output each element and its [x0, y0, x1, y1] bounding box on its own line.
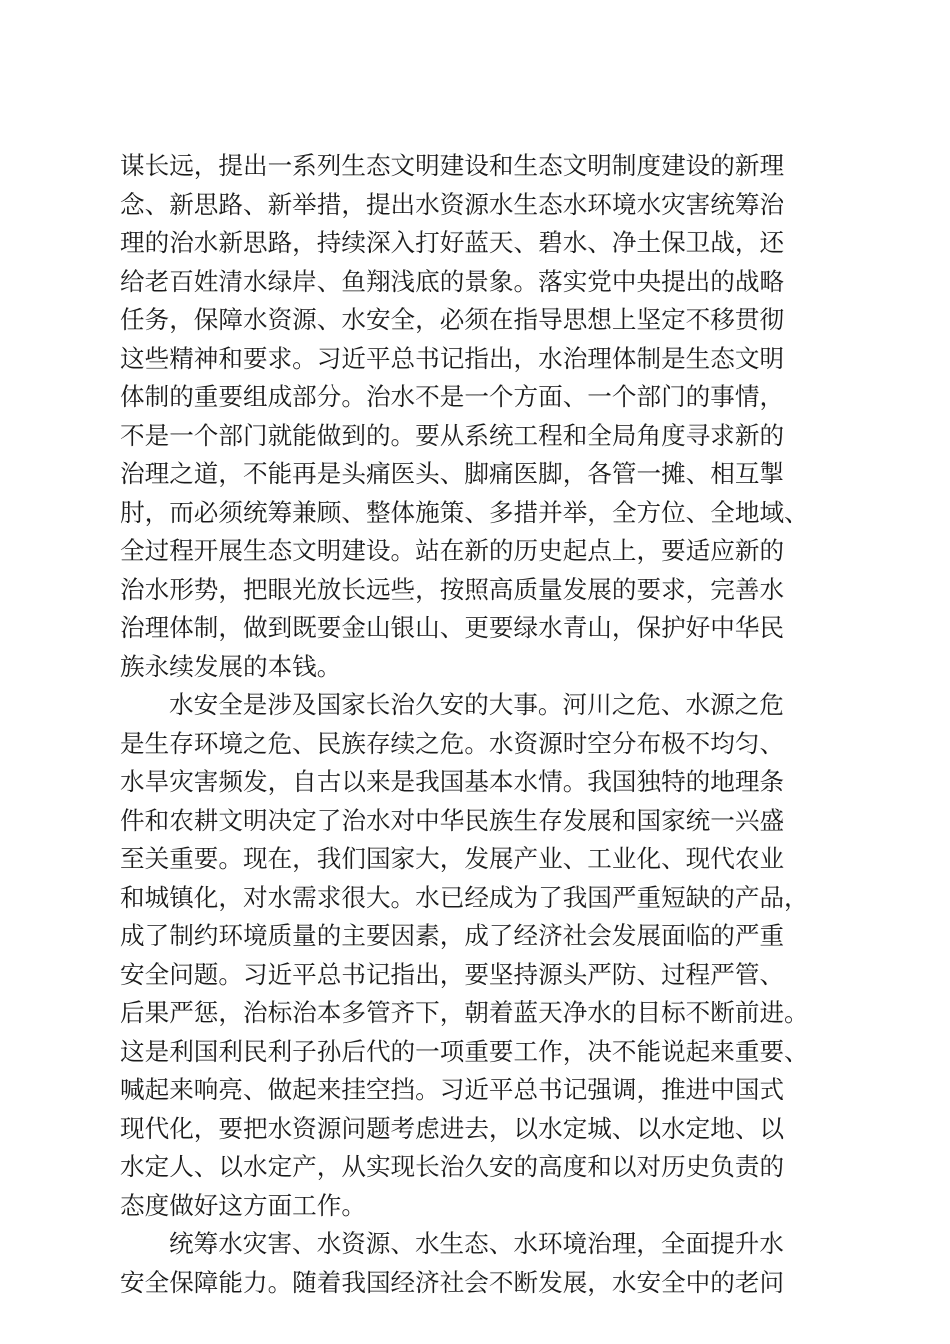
document-body — [120, 147, 830, 1302]
text-line: 治理之道，不能再是头痛医头、脚痛医脚，各管一摊、相互掣 — [120, 459, 785, 488]
text-line: 喊起来响亮、做起来挂空挡。习近平总书记强调，推进中国式 — [120, 1075, 785, 1104]
text-line: 态度做好这方面工作。 — [120, 1190, 366, 1220]
text-line: 不是一个部门就能做到的。要从系统工程和全局角度寻求新的 — [120, 420, 785, 450]
text-line: 给老百姓清水绿岸、鱼翔浅底的景象。落实党中央提出的战略 — [120, 266, 785, 296]
paragraph-start-line: 统筹水灾害、水资源、水生态、水环境治理，全面提升水 — [169, 1229, 784, 1258]
text-line: 成了制约环境质量的主要因素，成了经济社会发展面临的严重 — [120, 921, 785, 950]
text-line: 后果严惩，治标治本多管齐下，朝着蓝天净水的目标不断前进。 — [120, 998, 809, 1027]
paragraph-start-line: 水安全是涉及国家长治久安的大事。河川之危、水源之危 — [169, 690, 784, 719]
text-line: 族永续发展的本钱。 — [120, 651, 342, 681]
text-line: 安全保障能力。随着我国经济社会不断发展，水安全中的老问 — [120, 1267, 785, 1297]
text-line: 现代化，要把水资源问题考虑进去，以水定城、以水定地、以 — [120, 1113, 785, 1143]
text-line: 任务，保障水资源、水安全，必须在指导思想上坚定不移贯彻 — [120, 305, 785, 334]
text-line: 件和农耕文明决定了治水对中华民族生存发展和国家统一兴盛 — [120, 805, 785, 835]
text-line: 和城镇化，对水需求很大。水已经成为了我国严重短缺的产品， — [120, 882, 809, 912]
text-line: 肘，而必须统筹兼顾、整体施策、多措并举，全方位、全地域、 — [120, 497, 809, 527]
text-line: 治理体制，做到既要金山银山、更要绿水青山，保护好中华民 — [120, 613, 785, 642]
text-line: 至关重要。现在，我们国家大，发展产业、工业化、现代农业 — [120, 844, 785, 873]
text-line: 谋长远，提出一系列生态文明建设和生态文明制度建设的新理 — [120, 151, 785, 180]
text-line: 是生存环境之危、民族存续之危。水资源时空分布极不均匀、 — [120, 728, 785, 758]
text-line: 全过程开展生态文明建设。站在新的历史起点上，要适应新的 — [120, 536, 785, 565]
text-line: 理的治水新思路，持续深入打好蓝天、碧水、净土保卫战，还 — [120, 228, 785, 257]
text-line: 这是利国利民利子孙后代的一项重要工作，决不能说起来重要、 — [120, 1036, 809, 1066]
text-line: 体制的重要组成部分。治水不是一个方面、一个部门的事情， — [120, 382, 785, 411]
text-line: 治水形势，把眼光放长远些，按照高质量发展的要求，完善水 — [120, 574, 785, 604]
text-line: 这些精神和要求。习近平总书记指出，水治理体制是生态文明 — [120, 343, 785, 373]
text-line: 念、新思路、新举措，提出水资源水生态水环境水灾害统筹治 — [120, 189, 785, 219]
text-line: 安全问题。习近平总书记指出，要坚持源头严防、过程严管、 — [120, 959, 785, 989]
text-line: 水旱灾害频发，自古以来是我国基本水情。我国独特的地理条 — [120, 767, 785, 796]
text-line: 水定人、以水定产，从实现长治久安的高度和以对历史负责的 — [120, 1152, 785, 1181]
